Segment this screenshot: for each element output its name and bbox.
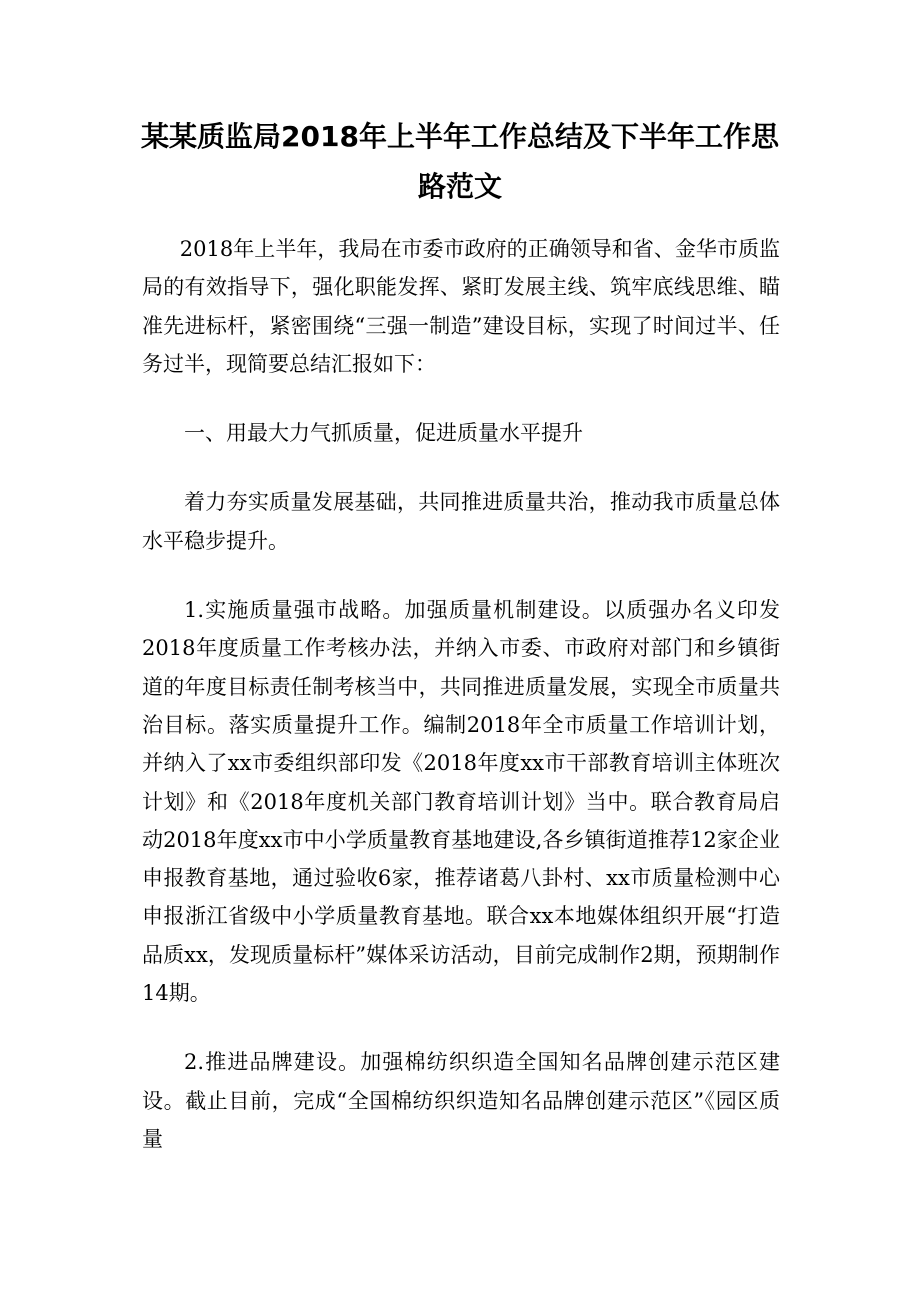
paragraph-intro: 2018年上半年，我局在市委市政府的正确领导和省、金华市质监局的有效指导下，强化职能发挥、紧盯发展主线、筑牢底线思维、瞄准先进标杆，紧密围绕“三强一制造”建设目标，实现了时间过半、任务过半，现简要总结汇报如下： <box>142 237 780 376</box>
paragraph-item-1: 1.实施质量强市战略。加强质量机制建设。以质强办名义印发2018年度质量工作考核办法，并纳入市委、市政府对部门和乡镇街道的年度目标责任制考核当中，共同推进质量发展，实现全市质量共治目标。落实质量提升工作。编制2018年全市质量工作培训计划，并纳入了xx市委组织部印发《2018年度xx市干部教育培训主体班次计划》和《2018年度机关部门教育培训计划》当中。联合教育局启动2018年度xx市中小学质量教育基地建设,各乡镇街道推荐12家企业申报教育基地，通过验收6家，推荐诸葛八卦村、xx市质量检测中心申报浙江省级中小学质量教育基地。联合xx本地媒体组织开展“打造品质xx，发现质量标杆”媒体采访活动，目前完成制作2期，预期制作14期。 <box>142 598 780 1006</box>
section-heading-1: 一、用最大力气抓质量，促进质量水平提升 <box>184 421 583 446</box>
paragraph-item-2: 2.推进品牌建设。加强棉纺织织造全国知名品牌创建示范区建设。截止目前，完成“全国棉纺织织造知名品牌创建示范区”《园区质量 <box>142 1050 780 1151</box>
document-body <box>142 230 780 1189</box>
document-title: 某某质监局2018年上半年工作总结及下半年工作思路范文 <box>141 120 779 203</box>
paragraph-section-1-summary: 着力夯实质量发展基础，共同推进质量共治，推动我市质量总体水平稳步提升。 <box>142 490 780 553</box>
